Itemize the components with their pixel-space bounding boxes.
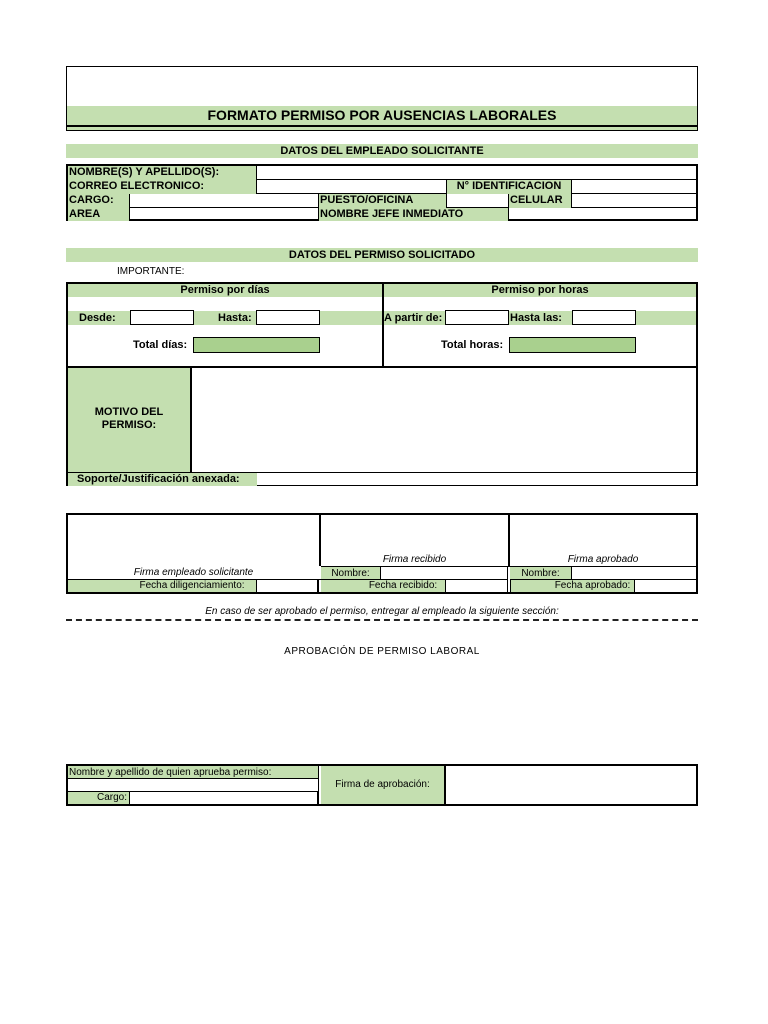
desde-label: Desde:	[79, 312, 116, 324]
total-horas-label: Total horas:	[441, 339, 504, 351]
soporte-label: Soporte/Justificación anexada:	[68, 473, 257, 486]
approval-table	[66, 764, 698, 806]
firma-aprobacion-label: Firma de aprobación:	[321, 766, 446, 804]
motivo-field[interactable]	[194, 368, 696, 472]
approver-cargo-label: Cargo:	[68, 792, 130, 804]
fecha-aprobado-field[interactable]	[635, 580, 696, 592]
fecha-diligenciamiento-field[interactable]	[257, 580, 319, 592]
nombre-aprobado-label: Nombre:	[510, 567, 572, 580]
logo-area	[67, 67, 697, 106]
fecha-recibido-label: Fecha recibido:	[321, 580, 446, 592]
firma-aprobado-label: Firma aprobado	[567, 554, 639, 565]
separator-note: En caso de ser aprobado el permiso, entregar al empleado la siguiente sección:	[205, 606, 559, 617]
approver-cargo-field[interactable]	[130, 792, 319, 804]
signature-table	[66, 513, 698, 594]
permit-section-title: DATOS DEL PERMISO SOLICITADO	[66, 248, 698, 262]
id-label: N° IDENTIFICACION	[447, 180, 572, 194]
approver-name-field[interactable]	[68, 779, 319, 792]
approver-name-label: Nombre y apellido de quien aprueba permiso:	[68, 766, 319, 779]
cargo-label: CARGO:	[68, 194, 130, 208]
total-horas-field[interactable]	[509, 337, 636, 353]
puesto-field[interactable]	[447, 194, 509, 208]
hasta-las-field[interactable]	[572, 310, 636, 325]
desde-field[interactable]	[130, 310, 194, 325]
days-title: Permiso por días	[68, 284, 382, 297]
cut-line	[66, 619, 698, 621]
email-field[interactable]	[257, 180, 447, 194]
title-bar	[67, 106, 697, 125]
celular-field[interactable]	[572, 194, 696, 208]
area-label: AREA	[68, 208, 130, 221]
firma-recibido-label: Firma recibido	[382, 554, 447, 565]
fecha-diligenciamiento-label: Fecha diligenciamiento:	[68, 580, 257, 592]
email-label: CORREO ELECTRONICO:	[68, 180, 257, 194]
celular-label: CELULAR	[509, 194, 572, 208]
hasta-field[interactable]	[256, 310, 320, 325]
hasta-las-label: Hasta las:	[510, 312, 562, 324]
total-dias-field[interactable]	[193, 337, 320, 353]
important-label: IMPORTANTE:	[117, 266, 185, 277]
jefe-label: NOMBRE JEFE INMEDIATO	[319, 208, 509, 221]
puesto-label: PUESTO/OFICINA	[319, 194, 447, 208]
soporte-field[interactable]	[257, 473, 696, 486]
area-field[interactable]	[130, 208, 319, 221]
motivo-label-cell	[68, 368, 192, 472]
cargo-field[interactable]	[130, 194, 319, 208]
form-header	[66, 66, 698, 131]
page-title: FORMATO PERMISO POR AUSENCIAS LABORALES	[207, 107, 557, 123]
a-partir-label: A partir de:	[384, 312, 443, 324]
motivo-label-line2: PERMISO:	[101, 419, 157, 431]
id-field[interactable]	[572, 180, 696, 194]
title-underline-strip	[67, 127, 697, 130]
nombre-recibido-label: Nombre:	[321, 567, 381, 580]
name-field[interactable]	[257, 166, 696, 180]
permit-table	[66, 282, 698, 486]
firma-aprobacion-field[interactable]	[448, 766, 696, 804]
approval-title: APROBACIÓN DE PERMISO LABORAL	[284, 646, 480, 657]
motivo-label-line1: MOTIVO DEL	[94, 406, 164, 418]
fecha-aprobado-label: Fecha aprobado:	[510, 580, 635, 592]
jefe-field[interactable]	[509, 208, 696, 221]
fecha-recibido-field[interactable]	[446, 580, 508, 592]
firma-empleado-label: Firma empleado solicitante	[133, 567, 254, 578]
total-dias-label: Total días:	[133, 339, 188, 351]
employee-section-title: DATOS DEL EMPLEADO SOLICITANTE	[66, 144, 698, 158]
hours-title: Permiso por horas	[384, 284, 696, 297]
nombre-recibido-field[interactable]	[381, 567, 508, 580]
name-label: NOMBRE(S) Y APELLIDO(S):	[68, 166, 257, 180]
a-partir-field[interactable]	[445, 310, 509, 325]
hasta-label: Hasta:	[218, 312, 252, 324]
nombre-aprobado-field[interactable]	[572, 567, 696, 580]
employee-table	[66, 164, 698, 221]
